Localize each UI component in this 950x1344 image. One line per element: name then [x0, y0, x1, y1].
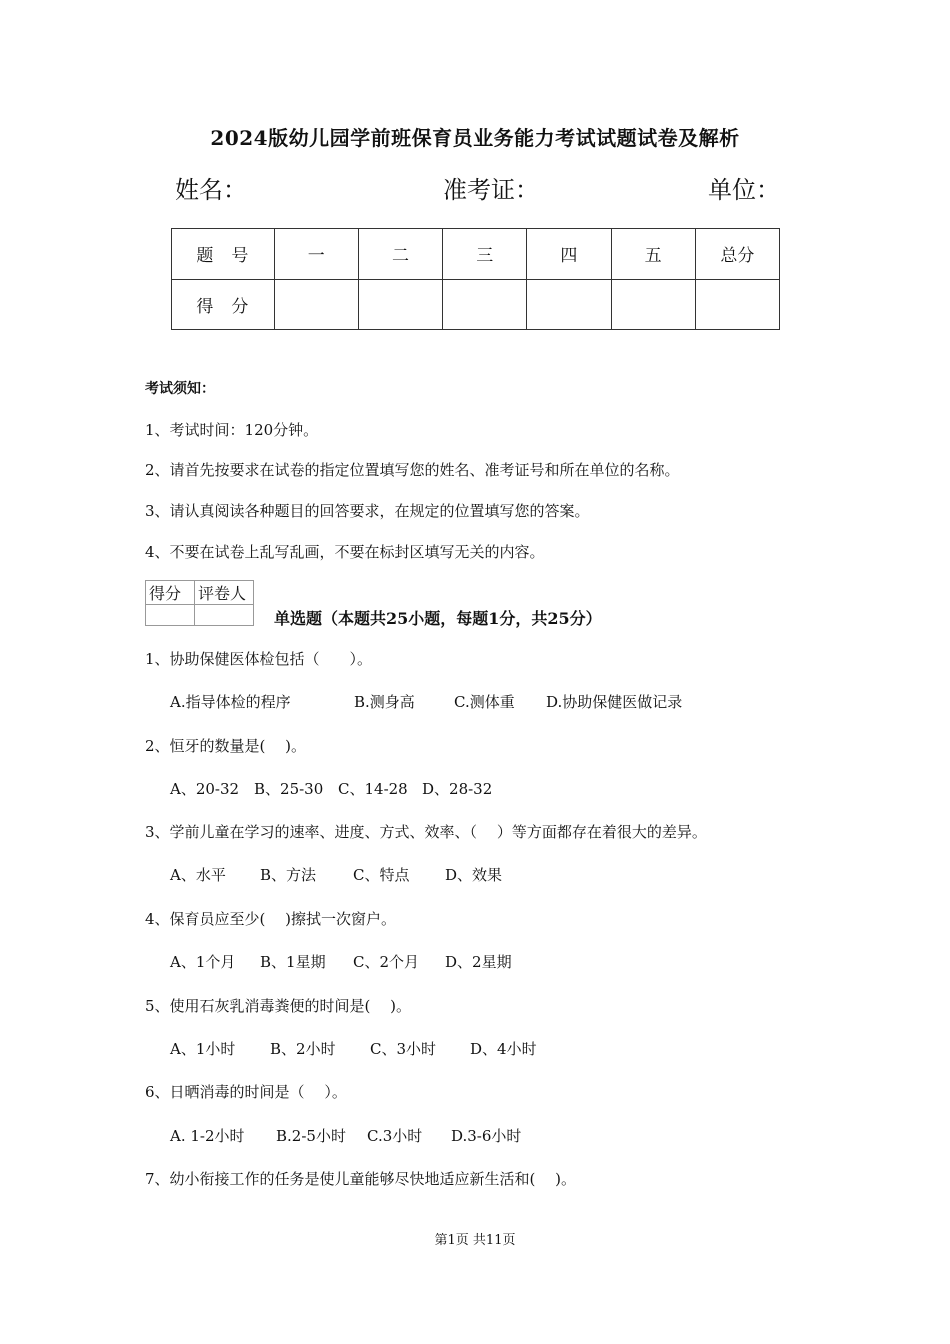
grader-reviewer-cell: [195, 605, 254, 626]
score-cell: [611, 279, 695, 330]
notice-item: 2、请首先按要求在试卷的指定位置填写您的姓名、准考证号和所在单位的名称。: [145, 461, 680, 479]
score-cell: [443, 279, 527, 330]
option: B、25-30: [254, 780, 324, 798]
question-text: 4、保育员应至少( )擦拭一次窗户。: [145, 910, 397, 928]
question-options: [170, 951, 512, 972]
option: D.3-6小时: [451, 1127, 522, 1145]
notice-item: 1、考试时间：120分钟。: [145, 421, 319, 439]
score-table: [171, 228, 780, 330]
question-options: [170, 778, 492, 799]
option: C、特点: [353, 866, 410, 884]
notice-title: 考试须知：: [145, 381, 215, 397]
score-row-label: 得分: [172, 279, 275, 330]
notice-item: 3、请认真阅读各种题目的回答要求，在规定的位置填写您的答案。: [145, 502, 590, 520]
grader-score-cell: [146, 605, 195, 626]
question-text: 2、恒牙的数量是( )。: [145, 737, 307, 755]
option: C、14-28: [338, 780, 408, 798]
candidate-fields: [175, 170, 780, 204]
option: D、28-32: [422, 780, 493, 798]
option: B、方法: [260, 866, 317, 884]
option: A、水平: [170, 866, 226, 884]
grader-score-label: 得分: [146, 581, 195, 605]
notice-item: 4、不要在试卷上乱写乱画，不要在标封区填写无关的内容。: [145, 543, 545, 561]
option: B.2-5小时: [276, 1127, 346, 1145]
unit-field-label: 单位：: [708, 176, 780, 204]
option: A、20-32: [170, 780, 240, 798]
question-text: 3、学前儿童在学习的速率、进度、方式、效率、（ ）等方面都存在着很大的差异。: [145, 823, 707, 841]
score-table-header-cell: 一: [274, 229, 358, 280]
name-field-label: 姓名：: [175, 176, 247, 204]
option: D、2星期: [445, 953, 512, 971]
score-cell: [527, 279, 611, 330]
question-text: 5、使用石灰乳消毒粪便的时间是( )。: [145, 997, 412, 1015]
question-options: [170, 691, 682, 712]
option: D、效果: [445, 866, 503, 884]
question-options: [170, 1038, 537, 1059]
question-options: [170, 1125, 521, 1146]
score-table-header-cell: 五: [611, 229, 695, 280]
option: C.3小时: [367, 1127, 423, 1145]
page-title: 2024版幼儿园学前班保育员业务能力考试试题试卷及解析: [210, 126, 740, 150]
score-table-header-cell: 二: [358, 229, 442, 280]
question-options: [170, 864, 502, 885]
question-text: 6、日晒消毒的时间是（ ）。: [145, 1083, 347, 1101]
page-footer: 第1页 共11页: [434, 1233, 516, 1248]
score-table-score-row: [172, 279, 780, 330]
option: B、1星期: [260, 953, 326, 971]
question-text: 1、协助保健医体检包括（ ）。: [145, 650, 373, 668]
score-table-header-cell: 总分: [695, 229, 779, 280]
grader-box: [145, 580, 254, 626]
score-table-header-cell: 题号: [172, 229, 275, 280]
option: A. 1-2小时: [170, 1127, 245, 1145]
option: D.协助保健医做记录: [546, 693, 683, 711]
score-table-header-cell: 四: [527, 229, 611, 280]
option: A、1个月: [170, 953, 236, 971]
option: B、2小时: [270, 1040, 336, 1058]
question-text: 7、幼小衔接工作的任务是使儿童能够尽快地适应新生活和( )。: [145, 1170, 577, 1188]
grader-reviewer-label: 评卷人: [195, 581, 254, 605]
score-table-header-cell: 三: [443, 229, 527, 280]
score-table-header-row: [172, 229, 780, 280]
exam-id-field-label: 准考证：: [443, 176, 539, 204]
option: A、1小时: [170, 1040, 236, 1058]
option: C、2个月: [353, 953, 420, 971]
score-cell: [695, 279, 779, 330]
option: A.指导体检的程序: [170, 693, 291, 711]
option: C、3小时: [370, 1040, 437, 1058]
score-cell: [358, 279, 442, 330]
option: B.测身高: [354, 693, 415, 711]
section-title: 单选题（本题共25小题，每题1分，共25分）: [274, 609, 602, 628]
score-cell: [274, 279, 358, 330]
option: D、4小时: [470, 1040, 537, 1058]
option: C.测体重: [454, 693, 515, 711]
